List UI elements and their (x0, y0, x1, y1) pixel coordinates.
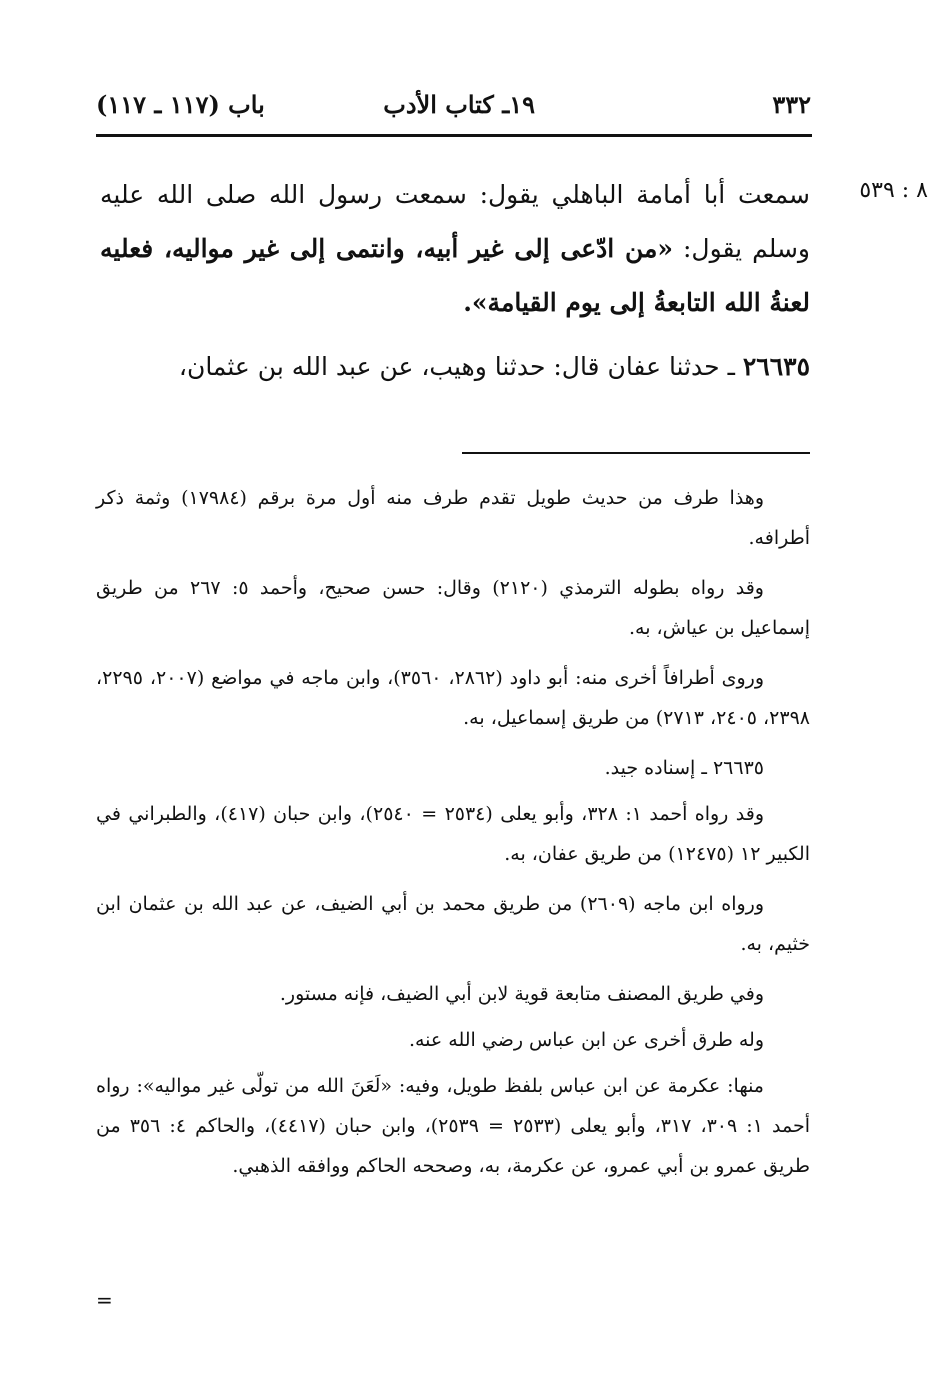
book-title: ١٩ـ كتاب الأدب (383, 90, 535, 119)
footnote-separator (462, 452, 810, 454)
footnote-paragraph: وهذا طرف من حديث طويل تقدم طرف منه أول مرة برقم (١٧٩٨٤) وثمة ذكر أطرافه. (96, 487, 810, 549)
page-number: ٣٣٢ (772, 90, 811, 119)
hadith-quote: «من ادّعى إلى غير أبيه، وانتمى إلى غير مواليه، فعليه لعنةُ الله التابعةُ إلى يوم القيامة». (100, 234, 810, 317)
footnote-paragraph: وقد رواه بطوله الترمذي (٢١٢٠) وقال: حسن صحيح، وأحمد ٥: ٢٦٧ من طريق إسماعيل بن عياش، به. (96, 577, 810, 639)
bab-label: باب (١١٧ ـ ١١٧) (96, 90, 265, 119)
footnote-paragraph: ٢٦٦٣٥ ـ إسناده جيد. (604, 757, 764, 779)
footnote-paragraph: منها: عكرمة عن ابن عباس بلفظ طويل، وفيه: «لَعَنَ الله من تولّى غير مواليه»: رواه أحمد ١: ٣٠٩، ٣١٧، وأبو يعلى (٢٥٣٣ = ٢٥٣٩)، وابن حبان (٤٤١٧)، والحاكم ٤: ٣٥٦ من طريق عمرو بن أبي عمرو، عن عكرمة، به، وصححه الحاكم ووافقه الذهبي. (96, 1075, 810, 1177)
margin-reference: ٨ : ٥٣٩ (859, 178, 928, 203)
header-rule (96, 134, 812, 137)
hadith-chain: ـ حدثنا عفان قال: حدثنا وهيب، عن عبد الله بن عثمان، (178, 352, 743, 381)
footnote-paragraph: ورواه ابن ماجه (٢٦٠٩) من طريق محمد بن أبي الضيف، عن عبد الله بن عثمان ابن خثيم، به. (96, 893, 810, 955)
page-header (96, 86, 811, 126)
hadith-text-1 (100, 168, 810, 330)
continuation-mark: = (96, 1288, 113, 1312)
footnote-paragraph: وقد رواه أحمد ١: ٣٢٨، وأبو يعلى (٢٥٣٤ = ٢٥٤٠)، وابن حبان (٤١٧)، والطبراني في الكبير ١٢ (١٢٤٧٥) من طريق عفان، به. (96, 803, 810, 865)
hadith-text-2 (100, 340, 810, 394)
footnote-paragraph: وروى أطرافاً أخرى منه: أبو داود (٢٨٦٢، ٣٥٦٠)، وابن ماجه في مواضع (٢٠٠٧، ٢٢٩٥، ٢٣٩٨، ٢٤٠٥، ٢٧١٣) من طريق إسماعيل، به. (96, 667, 810, 729)
hadith-number: ٢٦٦٣٥ (742, 352, 810, 381)
footnotes (96, 478, 810, 1196)
footnote-paragraph: وفي طريق المصنف متابعة قوية لابن أبي الضيف، فإنه مستور. (279, 983, 764, 1005)
hadith-intro: سمعت أبا أمامة الباهلي يقول: سمعت رسول الله صلى الله عليه وسلم يقول: (100, 180, 811, 263)
hadith-paragraph (100, 168, 810, 330)
footnote-paragraph: وله طرق أخرى عن ابن عباس رضي الله عنه. (408, 1029, 764, 1051)
